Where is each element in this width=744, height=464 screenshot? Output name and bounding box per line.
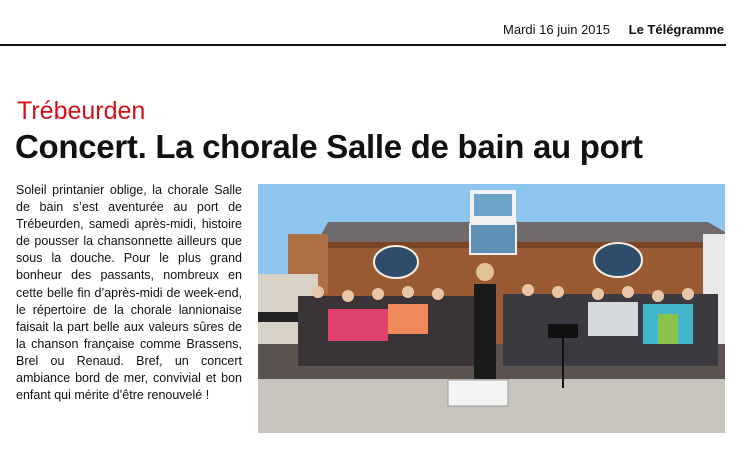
- article-body: [16, 182, 242, 404]
- photo-choir: [298, 284, 718, 366]
- article-headline: Concert. La chorale Salle de bain au port: [15, 128, 643, 165]
- newspaper-name: Le Télégramme: [628, 22, 724, 37]
- choir-concert-photo: [258, 184, 725, 433]
- masthead-rule: [0, 44, 726, 46]
- photo-sign-left: [374, 246, 418, 278]
- article-paragraph: Soleil printanier oblige, la chorale Salle de bain s’est aventurée au port de Trébeurden, samedi après-midi, histoire de pousser la chansonnette ailleurs que sous la douche. Pour le plus grand bonheur des passants, nombreux en cette belle fin d’après-midi de week-end, le répertoire de la chorale lannionaise faisait la part belle aux valeurs sûres de la chanson française comme Brassens, Brel ou Renaud. Bref, un concert ambiance bord de mer, convivial et bon enfant qui mérite d’être renouvelé !: [16, 183, 242, 403]
- masthead: [0, 0, 744, 48]
- photo-podium: [448, 380, 508, 406]
- photo-sign-right: [594, 243, 642, 277]
- article-kicker: Trébeurden: [17, 97, 146, 125]
- publication-date: Mardi 16 juin 2015: [503, 22, 610, 37]
- photo-roof: [316, 222, 725, 244]
